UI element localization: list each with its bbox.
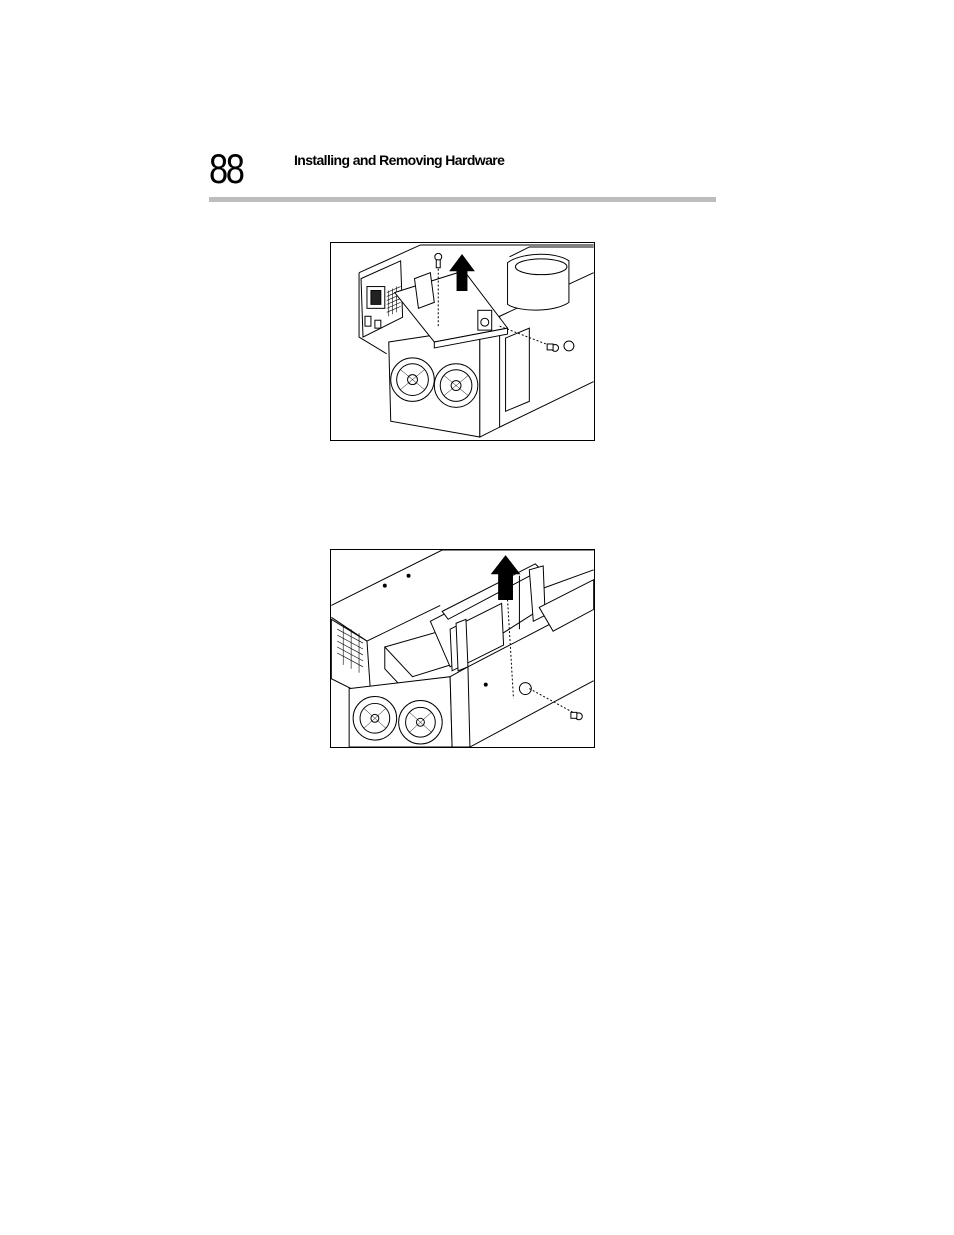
remove-card-illustration — [330, 242, 595, 441]
page-number: 88 — [209, 145, 243, 192]
header-rule — [209, 197, 716, 202]
remove-bracket-illustration — [330, 549, 595, 748]
running-head-title: Installing and Removing Hardware — [294, 152, 505, 168]
